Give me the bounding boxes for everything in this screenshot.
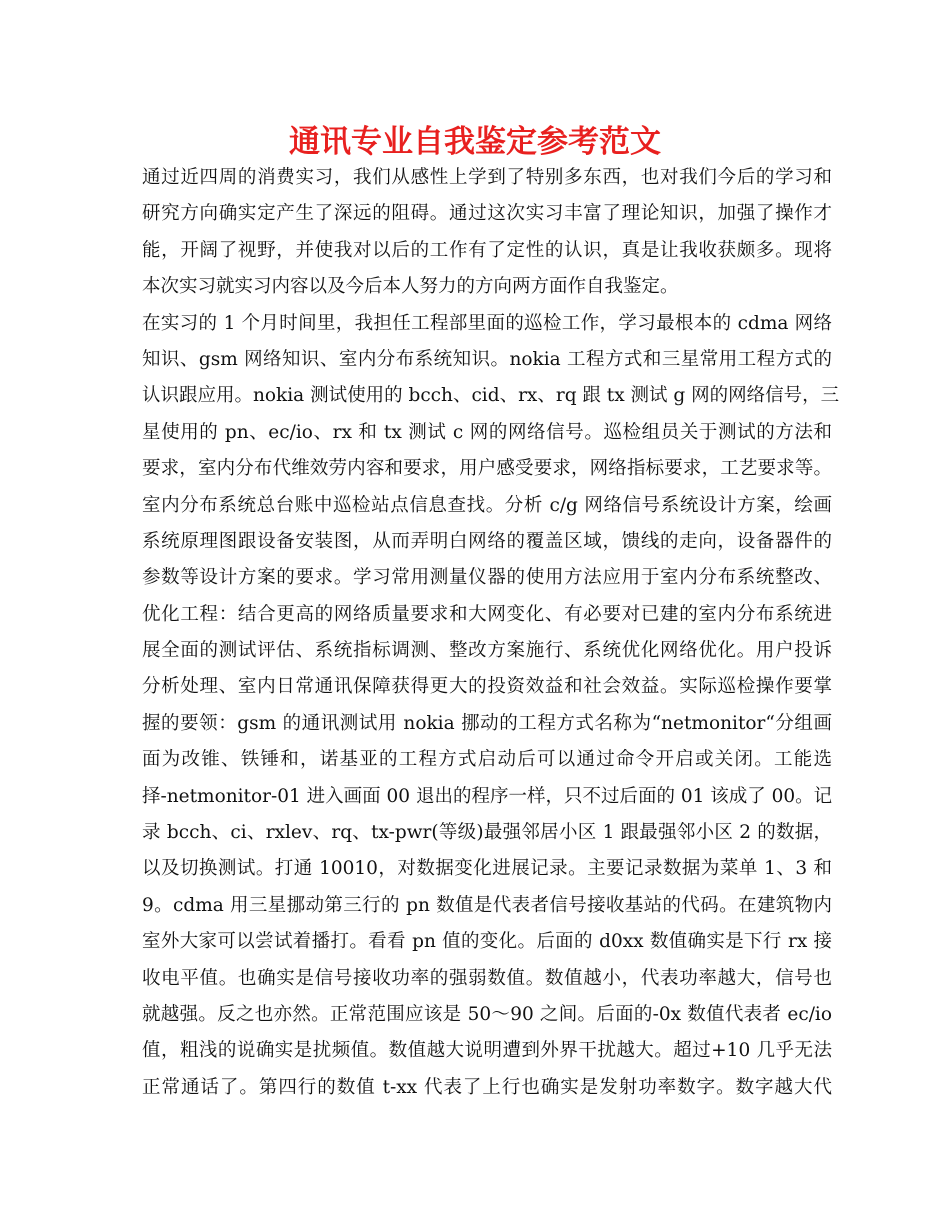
body-line: 系统原理图跟设备安装图，从而弄明白网络的覆盖区域，馈线的走向，设备器件的 — [142, 530, 832, 552]
body-line: 握的要领：gsm 的通讯测试用 nokia 挪动的工程方式名称为“netmonitor“分组画 — [142, 712, 832, 734]
body-line: 正常通话了。第四行的数值 t-xx 代表了上行也确实是发射功率数字。数字越大代 — [142, 1076, 832, 1098]
body-line: 星使用的 pn、ec/io、rx 和 tx 测试 c 网的网络信号。巡检组员关于测试的方法和 — [142, 421, 832, 443]
body-line: 收电平值。也确实是信号接收功率的强弱数值。数值越小，代表功率越大，信号也 — [142, 967, 832, 989]
document-title: 通讯专业自我鉴定参考范文 — [289, 124, 661, 160]
body-line: 9。cdma 用三星挪动第三行的 pn 数值是代表者信号接收基站的代码。在建筑物内 — [142, 894, 832, 916]
body-line: 面为改锥、铁锤和，诺基亚的工程方式启动后可以通过命令开启或关闭。工能选 — [142, 749, 832, 771]
body-line: 能，开阔了视野，并使我对以后的工作有了定性的认识，真是让我收获颇多。现将 — [142, 239, 832, 261]
body-line: 通过近四周的消费实习，我们从感性上学到了特别多东西，也对我们今后的学习和 — [142, 167, 832, 188]
body-line: 认识跟应用。nokia 测试使用的 bcch、cid、rx、rq 跟 tx 测试 g 网的网络信号，三 — [142, 385, 840, 407]
body-line: 展全面的测试评估、系统指标调测、整改方案施行、系统优化网络优化。用户投诉 — [142, 640, 832, 662]
body-line: 就越强。反之也亦然。正常范围应该是 50～90 之间。后面的-0x 数值代表者 ec/io — [142, 1003, 832, 1025]
body-line: 分析处理、室内日常通讯保障获得更大的投资效益和社会效益。实际巡检操作要掌 — [142, 676, 832, 698]
body-line: 要求，室内分布代维效劳内容和要求，用户感受要求，网络指标要求，工艺要求等。 — [142, 458, 832, 480]
body-line: 优化工程：结合更高的网络质量要求和大网变化、有必要对已建的室内分布系统进 — [142, 603, 832, 625]
body-line: 知识、gsm 网络知识、室内分布系统知识。nokia 工程方式和三星常用工程方式的 — [142, 348, 832, 370]
body-line: 录 bcch、ci、rxlev、rq、tx-pwr(等级)最强邻居小区 1 跟最强邻小区 2 的数据， — [142, 822, 832, 844]
body-line: 本次实习就实习内容以及今后本人努力的方向两方面作自我鉴定。 — [142, 276, 679, 298]
body-line: 室内分布系统总台账中巡检站点信息查找。分析 c/g 网络信号系统设计方案，绘画 — [142, 494, 832, 516]
body-line: 参数等设计方案的要求。学习常用测量仪器的使用方法应用于室内分布系统整改、 — [142, 567, 832, 589]
body-line: 研究方向确实定产生了深远的阻碍。通过这次实习丰富了理论知识，加强了操作才 — [142, 203, 832, 225]
document-body — [142, 160, 840, 1106]
body-line: 择-netmonitor-01 进入画面 00 退出的程序一样，只不过后面的 01 该成了 00。记 — [142, 785, 833, 807]
body-line: 值，粗浅的说确实是扰频值。数值越大说明遭到外界干扰越大。超过+10 几乎无法 — [142, 1040, 832, 1062]
body-line: 在实习的 1 个月时间里，我担任工程部里面的巡检工作，学习最根本的 cdma 网络 — [142, 312, 832, 334]
body-line: 以及切换测试。打通 10010，对数据变化进展记录。主要记录数据为菜单 1、3 和 — [142, 858, 832, 880]
body-line: 室外大家可以尝试着播打。看看 pn 值的变化。后面的 d0xx 数值确实是下行 rx 接 — [142, 931, 832, 953]
